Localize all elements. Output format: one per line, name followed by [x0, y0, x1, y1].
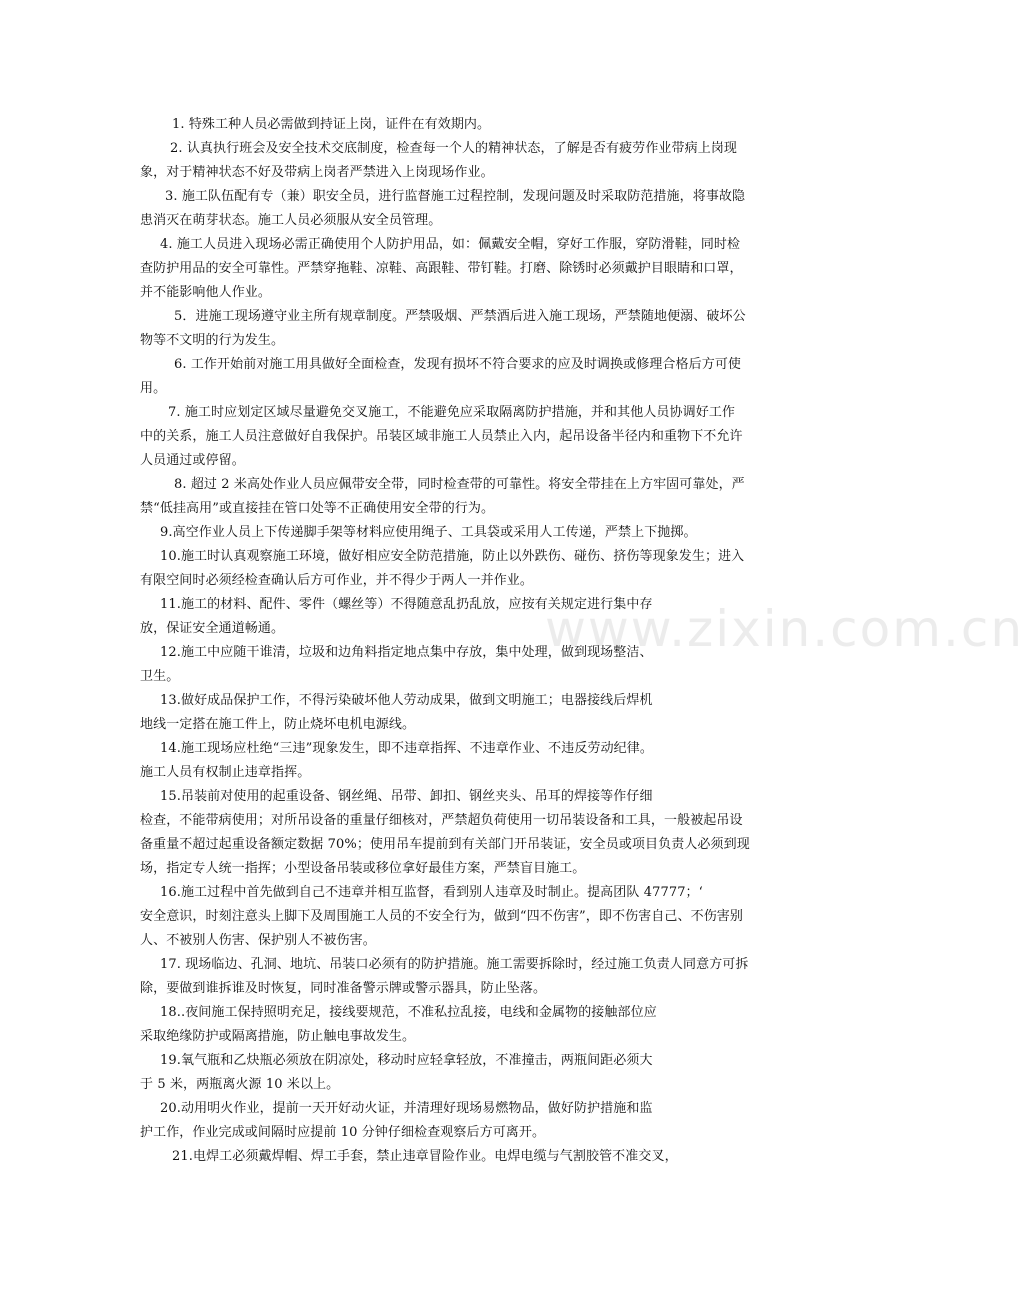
text-line: 15.吊装前对使用的起重设备、钢丝绳、吊带、卸扣、钢丝夹头、吊耳的焊接等作仔细 [160, 789, 653, 804]
text-line: 有限空间时必须经检查确认后方可作业，并不得少于两人一并作业。 [140, 573, 534, 588]
text-line: 10.施工时认真观察施工环境，做好相应安全防范措施，防止以外跌伤、碰伤、挤伤等现象发生；进入 [160, 549, 745, 564]
text-line: 并不能影响他人作业。 [140, 285, 272, 300]
text-line: 施工人员有权制止违章指挥。 [140, 765, 311, 780]
text-line: 14.施工现场应杜绝“三违”现象发生，即不违章指挥、不违章作业、不违反劳动纪律。 [160, 741, 653, 756]
text-line: 17. 现场临边、孔洞、地坑、吊装口必须有的防护措施。施工需要拆除时，经过施工负责人同意方可拆 [160, 957, 749, 972]
text-line: 20.动用明火作业，提前一天开好动火证，并清理好现场易燃物品，做好防护措施和监 [160, 1101, 653, 1116]
text-line: 7. 施工时应划定区域尽量避免交叉施工，不能避免应采取隔离防护措施，并和其他人员协调好工作 [168, 405, 736, 420]
text-line: 卫生。 [140, 669, 180, 684]
text-line: 查防护用品的安全可靠性。严禁穿拖鞋、凉鞋、高跟鞋、带钉鞋。打磨、除锈时必须戴护目眼睛和口罩， [140, 261, 743, 276]
text-line: 18..夜间施工保持照明充足，接线要规范，不准私拉乱接，电线和金属物的接触部位应 [160, 1005, 657, 1020]
watermark: www.zixin.com.cn [545, 600, 1024, 658]
text-line: 4. 施工人员进入现场必需正确使用个人防护用品，如：佩戴安全帽，穿好工作服，穿防滑鞋，同时检 [160, 237, 741, 252]
text-line: 地线一定搭在施工件上，防止烧坏电机电源线。 [140, 717, 416, 732]
text-line: 患消灭在萌芽状态。施工人员必须服从安全员管理。 [140, 213, 442, 228]
text-line: 21.电焊工必须戴焊帽、焊工手套，禁止违章冒险作业。电焊电缆与气割胶管不准交叉， [172, 1149, 678, 1164]
text-line: 人员通过或停留。 [140, 453, 245, 468]
text-line: 除，要做到谁拆谁及时恢复，同时准备警示牌或警示器具，防止坠落。 [140, 981, 547, 996]
text-line: 16.施工过程中首先做到自己不违章并相互监督，看到别人违章及时制止。提高团队 47777；‘ [160, 885, 703, 900]
text-line: 检查，不能带病使用；对所吊设备的重量仔细核对，严禁超负荷使用一切吊装设备和工具，一般被起吊设 [140, 813, 743, 828]
text-line: 6. 工作开始前对施工用具做好全面检查，发现有损坏不符合要求的应及时调换或修理合格后方可使 [174, 357, 742, 372]
text-line: 护工作，作业完成或间隔时应提前 10 分钟仔细检查观察后方可离开。 [140, 1125, 546, 1140]
text-line: 19.氧气瓶和乙炔瓶必须放在阴凉处，移动时应轻拿轻放，不准撞击，两瓶间距必须大 [160, 1053, 653, 1068]
text-line: 放，保证安全通道畅通。 [140, 621, 285, 636]
text-line: 13.做好成品保护工作，不得污染破坏他人劳动成果，做到文明施工；电器接线后焊机 [160, 693, 653, 708]
text-line: 物等不文明的行为发生。 [140, 333, 285, 348]
text-line: 于 5 米，两瓶离火源 10 米以上。 [140, 1077, 340, 1092]
text-line: 中的关系，施工人员注意做好自我保护。吊装区域非施工人员禁止入内，起吊设备半径内和重物下不允许 [140, 429, 743, 444]
text-line: 备重量不超过起重设备额定数据 70%；使用吊车提前到有关部门开吊装证，安全员或项目负责人必须到现 [140, 837, 750, 852]
text-line: 9.高空作业人员上下传递脚手架等材料应使用绳子、工具袋或采用人工传递，严禁上下抛掷。 [160, 525, 697, 540]
text-line: 3. 施工队伍配有专（兼）职安全员，进行监督施工过程控制，发现问题及时采取防范措施，将事故隐 [165, 189, 746, 204]
text-line: 1. 特殊工种人员必需做到持证上岗，证件在有效期内。 [172, 117, 491, 132]
text-line: 人、不被别人伤害、保护别人不被伤害。 [140, 933, 376, 948]
text-line: 禁“低挂高用”或直接挂在管口处等不正确使用安全带的行为。 [140, 501, 495, 516]
text-line: 象，对于精神状态不好及带病上岗者严禁进入上岗现场作业。 [140, 165, 494, 180]
text-line: 12.施工中应随干谁清，垃圾和边角料指定地点集中存放，集中处理，做到现场整洁、 [160, 645, 653, 660]
text-line: 场，指定专人统一指挥；小型设备吊装或移位拿好最佳方案，严禁盲目施工。 [140, 861, 586, 876]
text-line: 5．进施工现场遵守业主所有规章制度。严禁吸烟、严禁酒后进入施工现场，严禁随地便溺、破坏公 [174, 309, 746, 324]
text-line: 采取绝缘防护或隔离措施，防止触电事故发生。 [140, 1029, 416, 1044]
text-line: 安全意识，时刻注意头上脚下及周围施工人员的不安全行为，做到“四不伤害”，即不伤害自己、不伤害别 [140, 909, 743, 924]
text-line: 8. 超过 2 米高处作业人员应佩带安全带，同时检查带的可靠性。将安全带挂在上方牢固可靠处，严 [174, 477, 745, 492]
text-line: 11.施工的材料、配件、零件（螺丝等）不得随意乱扔乱放，应按有关规定进行集中存 [160, 597, 653, 612]
text-line: 用。 [140, 381, 167, 396]
text-line: 2. 认真执行班会及安全技术交底制度，检查每一个人的精神状态，了解是否有疲劳作业带病上岗现 [170, 141, 738, 156]
